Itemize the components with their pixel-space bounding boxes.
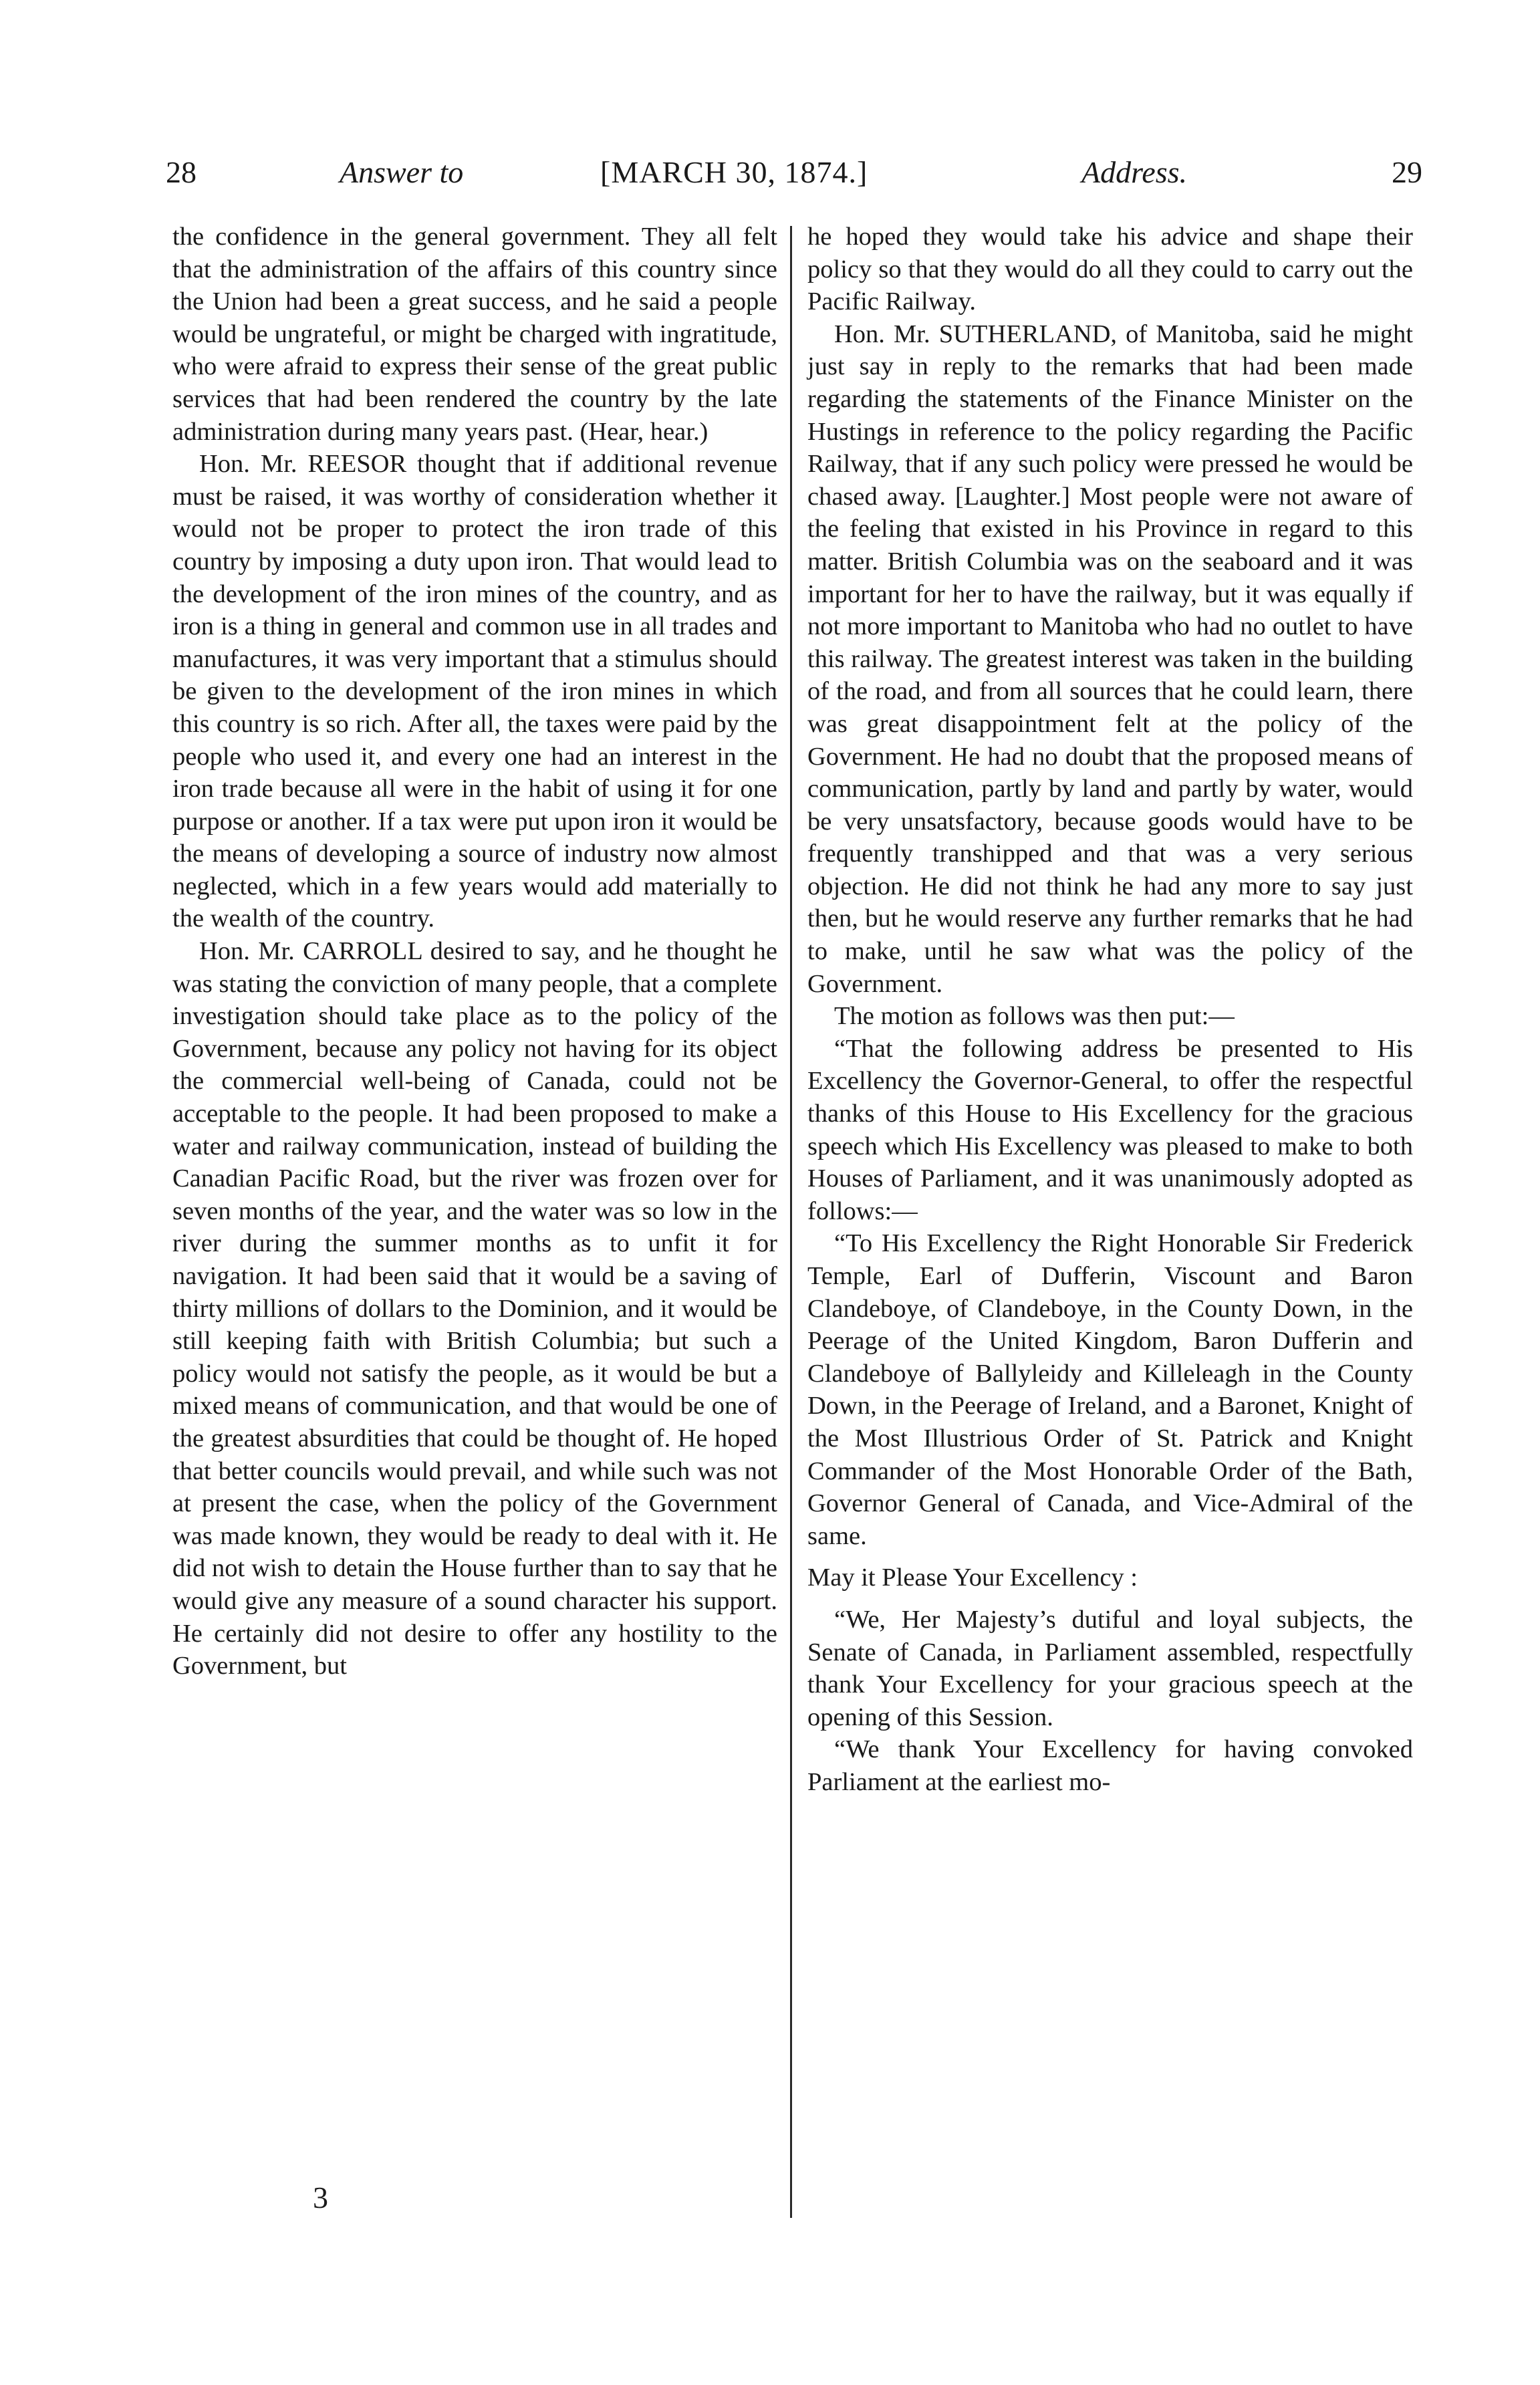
signature-mark: 3 <box>313 2180 328 2215</box>
paragraph: Hon. Mr. CARROLL desired to say, and he thought he was stating the conviction of many people, that a complete investigation should take place as to the policy of the Government, because any policy not having for its object the commercial well-being of Canada, could not be acceptable to the people. It had been proposed to make a water and railway communication, instead of building the Canadian Pacific Road, but the river was frozen over for seven months of the year, and the water was so low in the river during the summer months as to unfit it for navigation. It had been said that it would be a saving of thirty millions of dollars to the Dominion, and it would be still keeping faith with British Columbia; but such a policy would not satisfy the people, as it would be but a mixed means of communication, and that would be one of the greatest absurdities that could be thought of. He hoped that better councils would prevail, and while such was not at present the case, when the policy of the Government was made known, they would be ready to deal with it. He did not wish to detain the House further than to say that he would give any measure of a sound character his support. He certainly did not desire to offer any hostility to the Government, but <box>172 937 777 1680</box>
right-column <box>807 221 1413 1799</box>
column-divider <box>790 226 792 2218</box>
running-title-right: Address. <box>1081 155 1188 189</box>
salutation: May it Please Your Excellency : <box>807 1563 1138 1592</box>
page-number-left: 28 <box>166 155 197 189</box>
left-column <box>172 221 777 1682</box>
paragraph: Hon. Mr. SUTHERLAND, of Manitoba, said he might just say in reply to the remarks that had been made regarding the statements of the Finance Minister on the Hustings in reference to the policy regarding the Pacific Railway, that if any such policy were pressed he would be chased away. [Laughter.] Most people were not aware of the feeling that existed in his Province in regard to this matter. British Columbia was on the seaboard and it was important for her to have the railway, but it was equally if not more important to Manitoba who had no outlet to have this railway. The greatest interest was taken in the building of the road, and from all sources that he could learn, there was great disappointment felt at the policy of the Government. He had no doubt that the proposed means of communication, partly by land and partly by water, would be very unsatsfactory, because goods would have to be frequently transhipped and that was a very serious objection. He did not think he had any more to say just then, but he would reserve any further remarks that he had to make, until he saw what was the policy of the Government. <box>807 320 1413 998</box>
paragraph: “That the following address be presented to His Excellency the Governor-General, to offer the respectful thanks of this House to His Excellency for the gracious speech which His Excellency was pleased to make to both Houses of Parliament, and it was unanimously adopted as follows:— <box>807 1034 1413 1225</box>
paragraph: Hon. Mr. REESOR thought that if additional revenue must be raised, it was worthy of consideration whether it would not be proper to protect the iron trade of this country by imposing a duty upon iron. That would lead to the development of the iron mines of the country, and as iron is a thing in general and common use in all trades and manufactures, it was very important that a stimulus should be given to the development of the iron mines in which this country is so rich. After all, the taxes were paid by the people who used it, and every one had an interest in the iron trade because all were in the habit of using it for one purpose or another. If a tax were put upon iron it would be the means of developing a source of industry now almost neglected, which in a few years would add materially to the wealth of the country. <box>172 450 777 933</box>
paragraph: “We thank Your Excellency for having convoked Parliament at the earliest mo- <box>807 1735 1413 1796</box>
paragraph: he hoped they would take his advice and shape their policy so that they would do all they could to carry out the Pacific Railway. <box>807 223 1413 316</box>
paragraph: The motion as follows was then put:— <box>834 1002 1235 1031</box>
running-title-left: Answer to <box>340 155 464 189</box>
header-date: [MARCH 30, 1874.] <box>600 155 868 189</box>
page-number-right: 29 <box>1392 155 1422 189</box>
paragraph: the confidence in the general government. They all felt that the administration of the affairs of this country since the Union had been a great success, and he said a people would be ungrateful, or might be charged with ingratitude, who were afraid to express their sense of the great public services that had been rendered the country by the late administration during many years past. (Hear, hear.) <box>172 223 777 446</box>
paragraph: “To His Excellency the Right Honorable Sir Frederick Temple, Earl of Dufferin, Viscount and Baron Clandeboye, of Clandeboye, in the County Down, in the Peerage of the United Kingdom, Baron Dufferin and Clandeboye of Ballyleidy and Killeleagh in the County Down, in the Peerage of Ireland, and a Baronet, Knight of the Most Illustrious Order of St. Patrick and Knight Commander of the Most Honorable Order of the Bath, Governor General of Canada, and Vice-Admiral of the same. <box>807 1229 1413 1550</box>
running-header <box>166 152 1422 193</box>
paragraph: “We, Her Majesty’s dutiful and loyal subjects, the Senate of Canada, in Parliament assembled, respectfully thank Your Excellency for your gracious speech at the opening of this Session. <box>807 1605 1413 1731</box>
